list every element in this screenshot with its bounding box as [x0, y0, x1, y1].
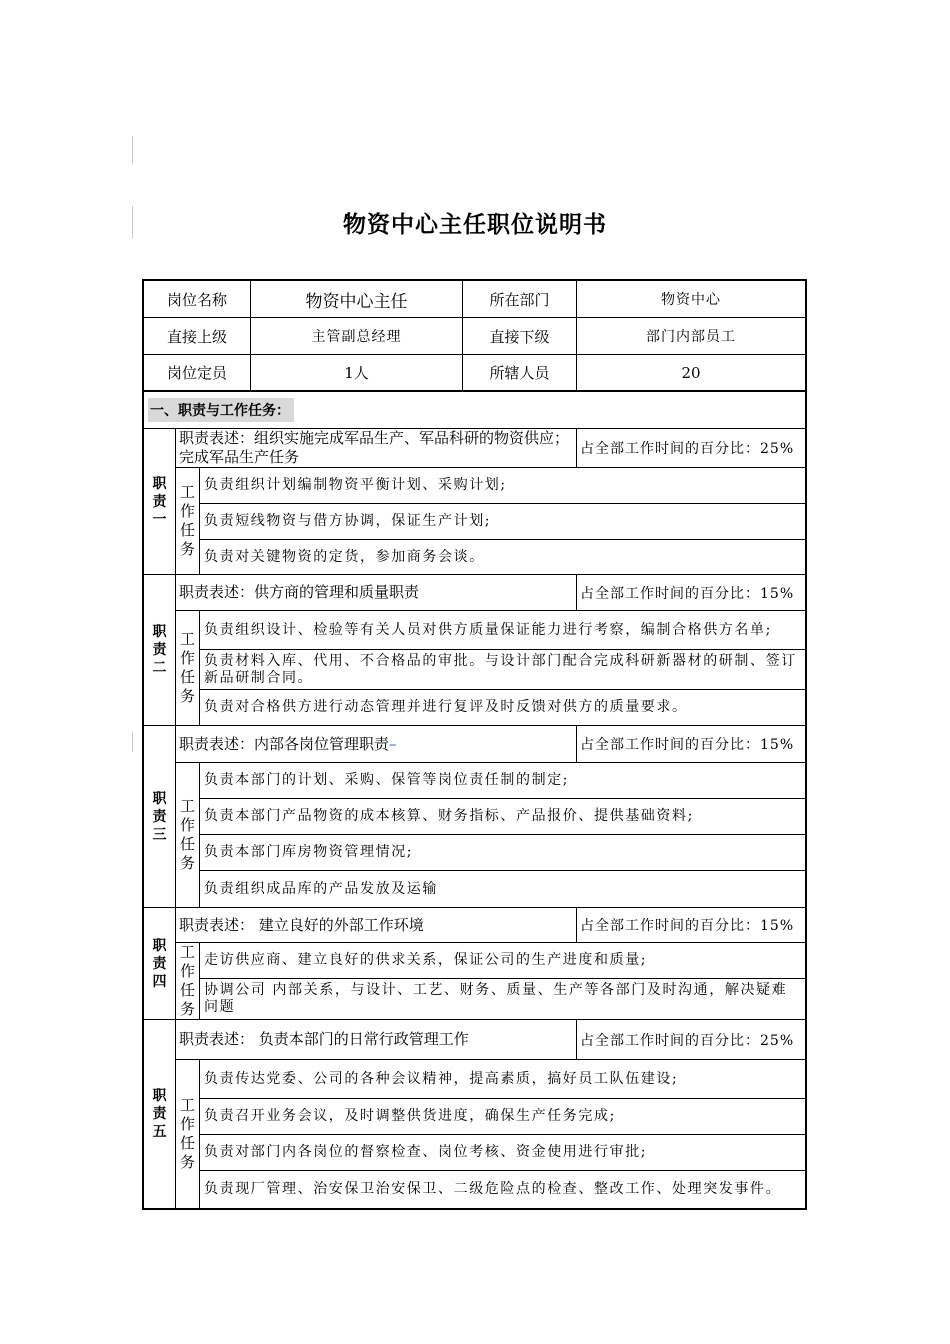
- duty-desc-text: 职责表述：内部各岗位管理职责: [179, 734, 390, 753]
- task-label-text: 工作任务: [179, 943, 195, 1018]
- task-item: 走访供应商、建立良好的供求关系，保证公司的生产进度和质量;: [200, 943, 805, 979]
- header-value: 1人: [250, 355, 462, 390]
- section-title: 一、职责与工作任务：: [148, 398, 294, 422]
- task-item: 负责组织计划编制物资平衡计划、采购计划;: [200, 468, 805, 504]
- duty-block: [144, 908, 805, 1020]
- task-item: 负责本部门的计划、采购、保管等岗位责任制的制定;: [200, 763, 805, 799]
- duty-pct: 占全部工作时间的百分比：15%: [576, 575, 805, 610]
- task-item: 负责材料入库、代用、不合格品的审批。与设计部门配合完成科研新器材的研制、签订新品研制合同。: [200, 650, 805, 690]
- duty-desc: [176, 726, 576, 762]
- duty-label: [144, 1020, 176, 1208]
- task-item: 负责对关键物资的定货，参加商务会谈。: [204, 548, 485, 565]
- duty-block: [144, 1020, 805, 1210]
- task-label: [176, 468, 200, 574]
- task-item: 负责短线物资与借方协调，保证生产计划;: [200, 504, 805, 540]
- header-label: 所在部门: [462, 281, 576, 317]
- task-item: 负责本部门库房物资管理情况;: [200, 835, 805, 871]
- header-value: 20: [576, 355, 805, 390]
- task-item: 负责组织成品库的产品发放及运输: [204, 880, 438, 897]
- header-row: [144, 281, 805, 318]
- header-label: 岗位定员: [166, 364, 227, 382]
- page-title: 物资中心主任职位说明书: [343, 212, 607, 238]
- header-label: 岗位名称: [166, 290, 227, 309]
- task-item: 负责本部门产品物资的成本核算、财务指标、产品报价、提供基础资料;: [200, 799, 805, 835]
- duty-block: [144, 575, 805, 726]
- duty-desc-row: [176, 1020, 805, 1060]
- duty-desc-row: [176, 429, 805, 468]
- duty-label-text: 职责二: [152, 624, 167, 676]
- duty-label-text: 职责一: [152, 475, 167, 528]
- duty-label-text: 职责四: [152, 937, 167, 990]
- task-label: [176, 763, 200, 907]
- duty-label-text: 职责五: [152, 1088, 167, 1140]
- duty-desc-row: [176, 908, 805, 943]
- task-item: 负责传达党委、公司的各种会议精神，提高素质，搞好员工队伍建设;: [200, 1060, 805, 1099]
- margin-mark: [132, 732, 133, 752]
- header-value: 物资中心主任: [250, 281, 462, 317]
- duty-pct: 占全部工作时间的百分比：15%: [576, 726, 805, 762]
- duty-desc: 职责表述：组织实施完成军品生产、军品科研的物资供应；完成军品生产任务: [179, 429, 570, 466]
- task-item: 负责组织设计、检验等有关人员对供方质量保证能力进行考察，编制合格供方名单;: [200, 611, 805, 650]
- header-row: [144, 318, 805, 355]
- duty-label: [144, 575, 176, 725]
- margin-mark: [132, 136, 133, 164]
- task-label: [176, 943, 200, 1019]
- header-label: 直接下级: [462, 318, 576, 354]
- duty-label: [144, 429, 176, 574]
- task-item: 负责对合格供方进行动态管理并进行复评及时反馈对供方的质量要求。: [204, 699, 688, 715]
- duty-label: [144, 908, 176, 1019]
- task-item: 协调公司 内部关系，与设计、工艺、财务、质量、生产等各部门及时沟通，解决疑难问题: [204, 982, 788, 1015]
- duty-desc: 职责表述： 建立良好的外部工作环境: [179, 915, 424, 934]
- task-item: 负责召开业务会议，及时调整供货进度，确保生产任务完成;: [200, 1099, 805, 1135]
- task-item: 负责对部门内各岗位的督察检查、岗位考核、资金使用进行审批;: [200, 1135, 805, 1171]
- duty-desc: 职责表述：供方商的管理和质量职责: [179, 583, 420, 601]
- task-item: 负责现厂管理、治安保卫治安保卫、二级危险点的检查、整改工作、处理突发事件。: [204, 1181, 782, 1197]
- header-row: [144, 355, 805, 392]
- text-cursor: –: [389, 734, 397, 753]
- task-label-text: 工作任务: [179, 1096, 195, 1171]
- duty-desc-row: [176, 726, 805, 763]
- header-label: 所辖人员: [462, 355, 576, 390]
- header-value: 物资中心: [576, 281, 805, 317]
- header-label: 直接上级: [166, 327, 227, 346]
- duty-label-text: 职责三: [152, 790, 167, 843]
- task-label-text: 工作任务: [179, 630, 195, 705]
- duty-label: [144, 726, 176, 907]
- header-value: 部门内部员工: [576, 318, 805, 354]
- job-description-table: [142, 279, 807, 1210]
- task-label-text: 工作任务: [179, 483, 195, 558]
- duty-block: [144, 429, 805, 575]
- header-value: 主管副总经理: [250, 318, 462, 354]
- duty-pct: 占全部工作时间的百分比：25%: [576, 429, 805, 467]
- duty-desc-row: [176, 575, 805, 611]
- duty-block: [144, 726, 805, 908]
- duty-pct: 占全部工作时间的百分比：25%: [576, 1020, 805, 1059]
- section-row: [144, 392, 805, 429]
- task-label: [176, 1060, 200, 1208]
- task-label-text: 工作任务: [179, 797, 195, 872]
- duty-pct: 占全部工作时间的百分比：15%: [576, 908, 805, 942]
- duty-desc: 职责表述： 负责本部门的日常行政管理工作: [179, 1030, 469, 1048]
- task-label: [176, 611, 200, 725]
